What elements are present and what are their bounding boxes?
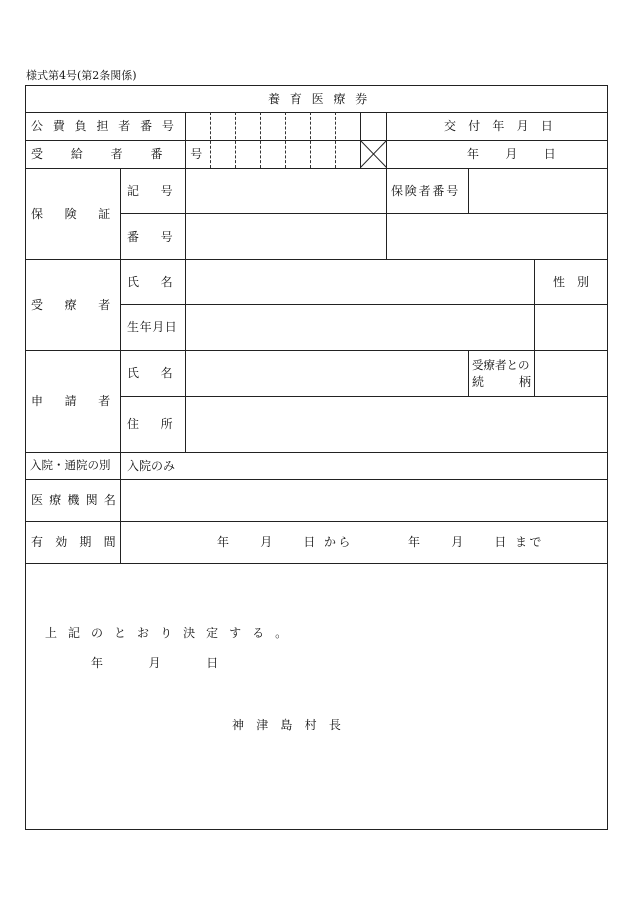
row-divider [25,452,608,453]
form-title: 養 育 医 療 券 [268,92,371,106]
row-divider [25,112,608,113]
relation-label-line1: 受療者との [472,358,530,372]
column-divider [120,168,121,563]
row-divider [25,168,608,169]
sex-label: 性 別 [553,275,590,289]
period-from: 年 月 日 から [217,535,353,549]
validity-date-label: 年 月 日 [467,147,564,161]
patient-name-label: 氏 名 [127,275,178,289]
birthdate-label: 生年月日 [127,320,178,334]
relation-label-line2-a: 続 [472,375,485,389]
column-divider [468,168,469,213]
signer-name: 神 津 島 村 長 [232,718,346,732]
address-label: 住 所 [127,417,178,431]
decision-date: 年 月 日 [91,656,226,670]
row-divider [120,396,608,397]
recipient-number-label: 受 給 者 番 号 [31,147,215,161]
applicant-label: 申 請 者 [31,394,116,408]
form-caption: 様式第4号(第2条関係) [26,69,137,82]
column-divider [185,168,186,452]
row-divider [25,259,608,260]
symbol-label: 記 号 [127,184,178,198]
patient-label: 受 療 者 [31,298,116,312]
insurer-number-label: 保険者番号 [391,184,461,198]
column-divider [468,350,469,396]
column-divider [386,112,387,259]
row-divider [25,563,608,564]
digit-separator [285,112,286,168]
digit-separator [260,112,261,168]
crossed-out-box [360,140,387,168]
inpatient-value: 入院のみ [127,459,176,473]
row-divider [25,140,608,141]
decision-text: 上 記 の と お り 決 定 す る 。 [45,626,291,640]
column-divider [534,259,535,350]
digit-separator [310,112,311,168]
applicant-name-label: 氏 名 [127,366,178,380]
row-divider [25,521,608,522]
digit-separator [235,112,236,168]
period-label: 有 効 期 間 [31,535,120,549]
insurance-label: 保 険 証 [31,207,116,221]
burden-number-label: 公 費 負 担 者 番 号 [31,119,177,133]
relation-label-line2-b: 柄 [519,375,532,389]
period-to: 年 月 日 まで [408,535,544,549]
row-divider [120,213,608,214]
issue-date-label: 交 付 年 月 日 [444,119,558,133]
row-divider [25,479,608,480]
facility-label: 医 療 機 関 名 [31,493,118,507]
row-divider [25,350,608,351]
column-divider [534,350,535,396]
number-label: 番 号 [127,230,178,244]
inpatient-label: 入院・通院の別 [30,458,111,472]
digit-separator [335,112,336,168]
